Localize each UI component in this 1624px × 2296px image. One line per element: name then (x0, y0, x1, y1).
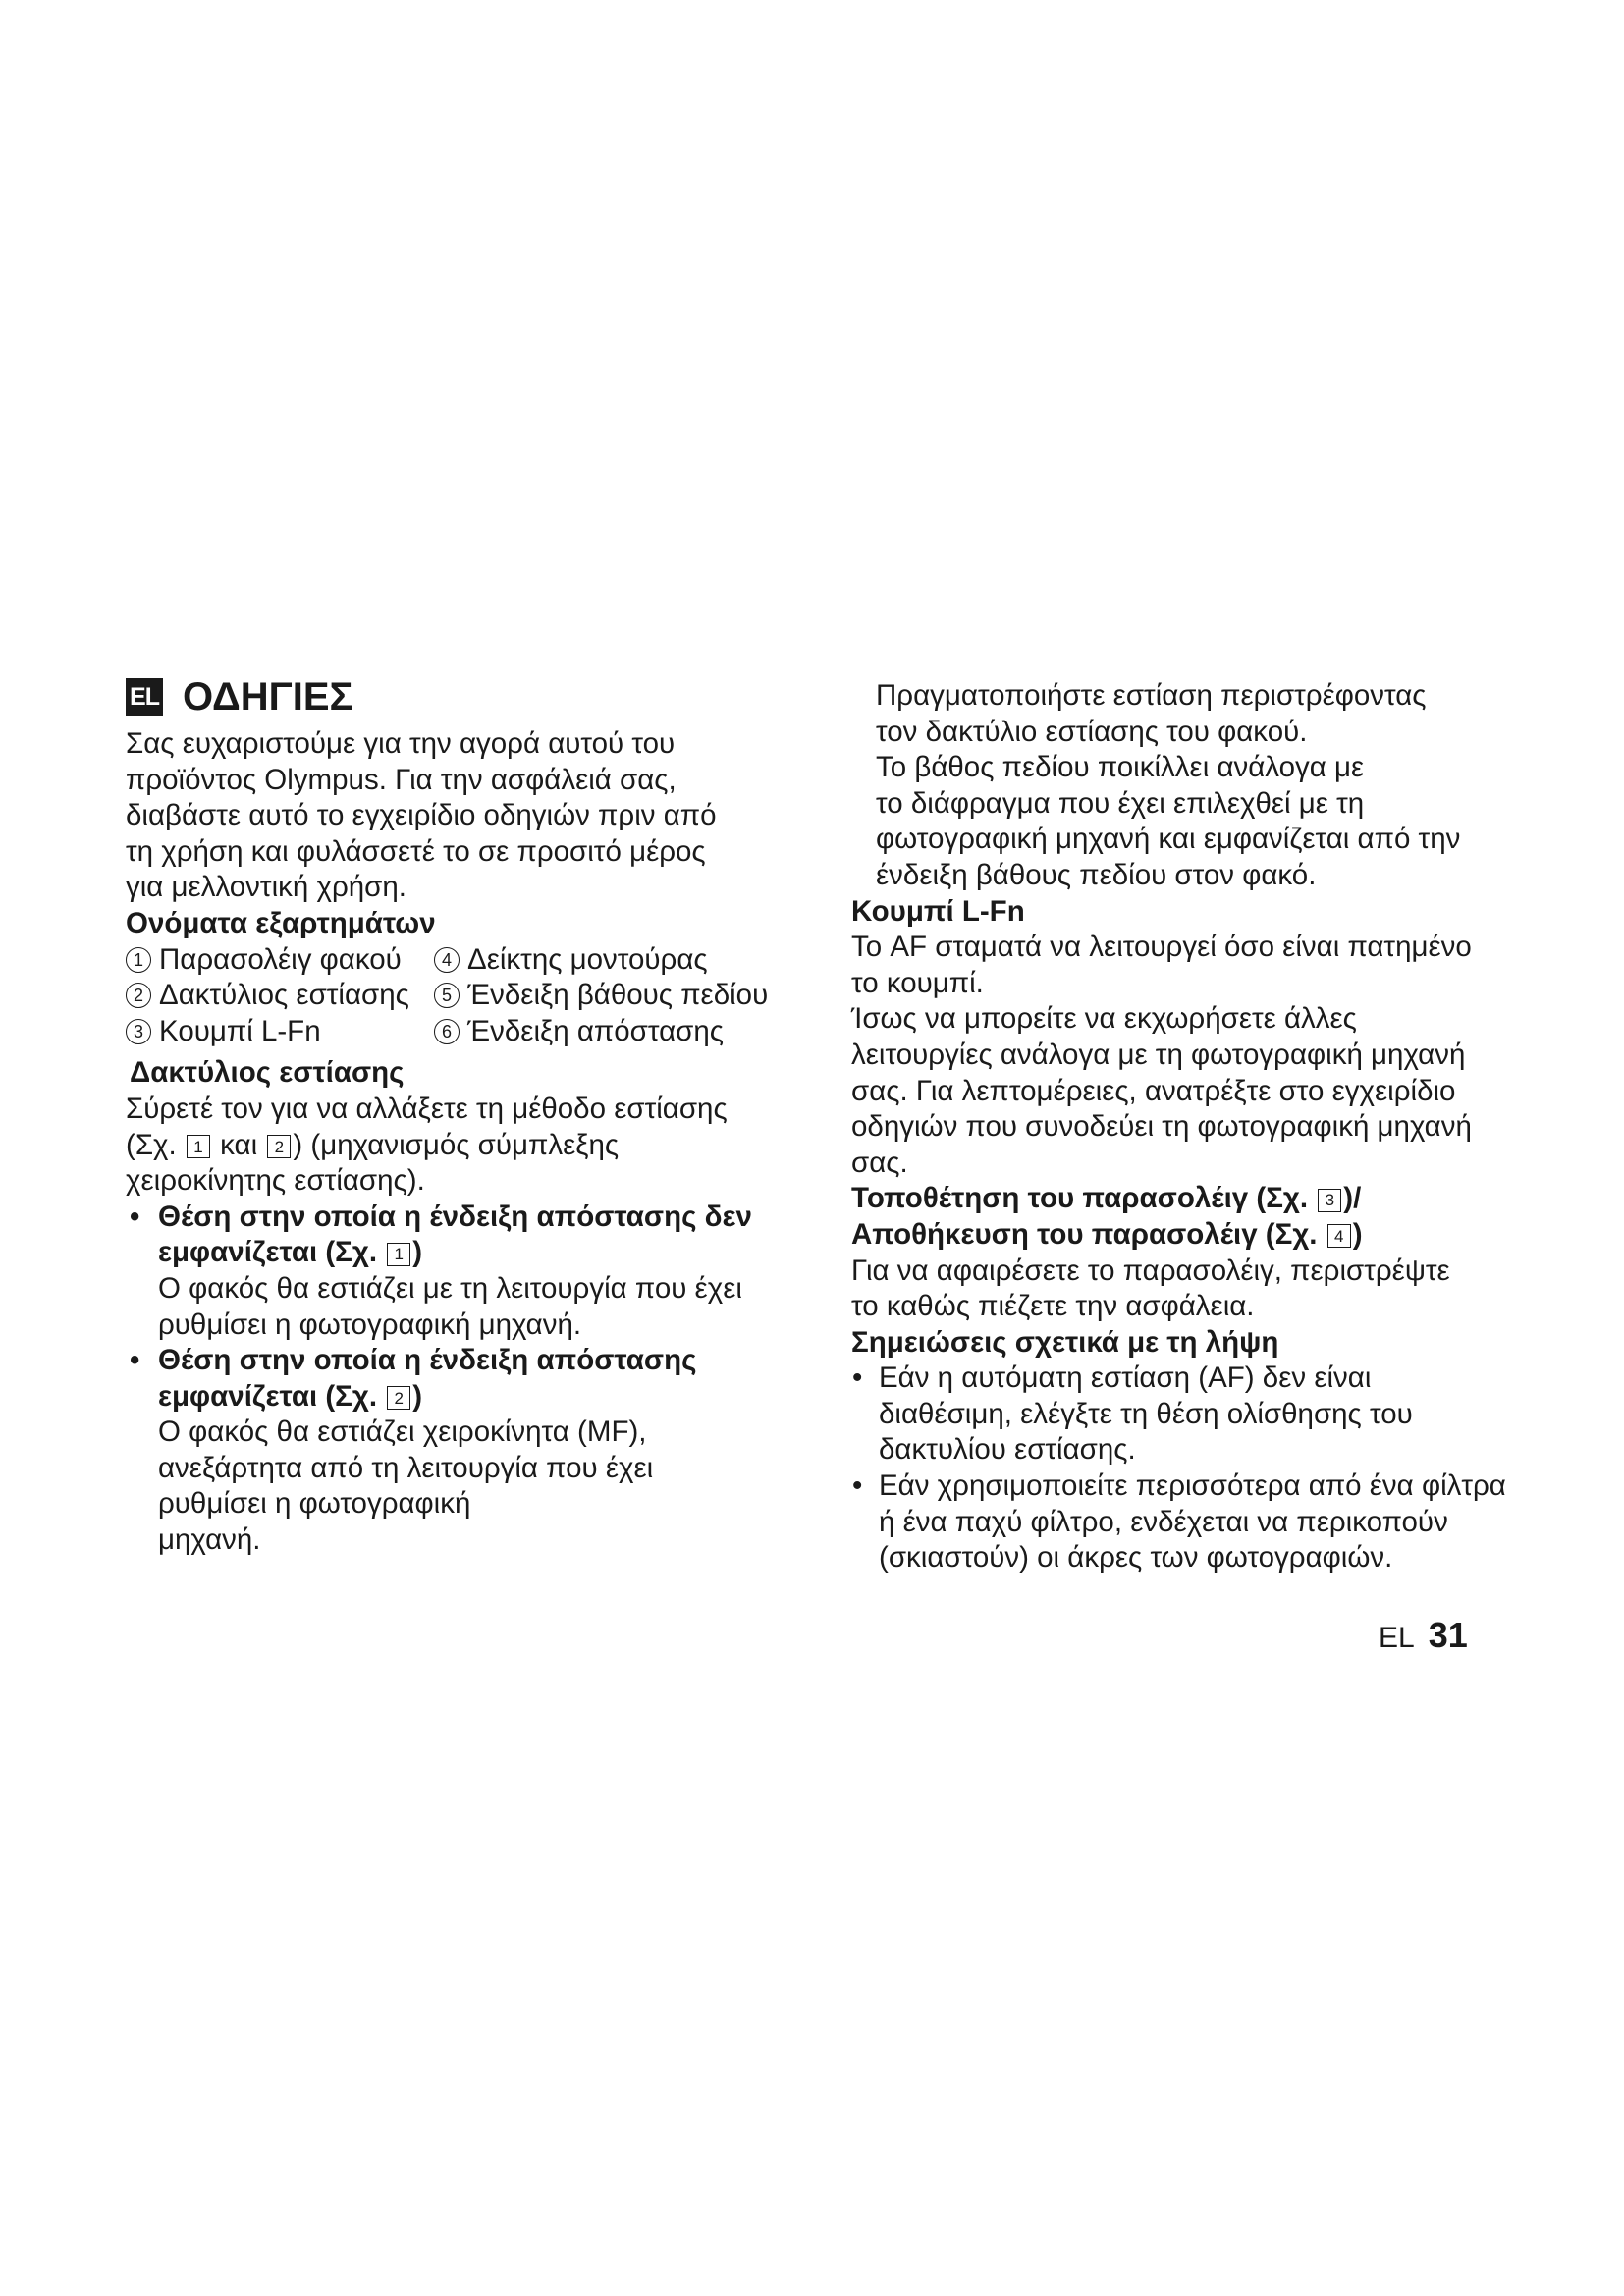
focus-text: Το βάθος πεδίου ποικίλλει ανάλογα με (876, 751, 1365, 784)
intro-line: διαβάστε αυτό το εγχειρίδιο οδηγιών πριν από (126, 799, 717, 832)
note-bullet: • Εάν χρησιμοποιείτε περισσότερα από ένα φίλτρα (851, 1468, 1519, 1505)
focus-text: το διάφραγμα που έχει επιλεχθεί με τη (876, 786, 1365, 820)
part-item (434, 942, 708, 979)
parts-row (126, 978, 803, 1014)
figure-ref: 3 (1318, 1189, 1341, 1212)
hood-text: Για να αφαιρέσετε το παρασολέιγ, περιστρέψτε (851, 1254, 1450, 1287)
page-footer (1379, 1615, 1468, 1656)
text-fragment: ) (1352, 1217, 1363, 1251)
focus-ring-text (126, 1128, 803, 1164)
hood-heading (851, 1181, 1519, 1217)
part-number: 5 (434, 983, 460, 1008)
focus-ring-text: Σύρετέ τον για να αλλάξετε τη μέθοδο εστίασης (126, 1092, 728, 1125)
bullet-text: Ο φακός θα εστιάζει με τη λειτουργία που έχει (158, 1271, 742, 1305)
lfn-text: το κουμπί. (851, 966, 984, 999)
text-fragment: εμφανίζεται (Σχ. (158, 1236, 378, 1269)
figure-ref: 4 (1327, 1224, 1351, 1248)
part-label: Ένδειξη βάθους πεδίου (467, 979, 769, 1012)
language-badge: EL (126, 678, 163, 716)
lfn-heading: Κουμπί L-Fn (851, 894, 1025, 928)
part-label: Κουμπί L-Fn (159, 1014, 321, 1047)
right-column (851, 678, 1519, 1576)
lfn-text: σας. Για λεπτομέρειες, ανατρέξτε στο εγχειρίδιο (851, 1074, 1456, 1107)
bullet-text: ανεξάρτητα από τη λειτουργία που έχει (158, 1451, 654, 1484)
lfn-text: Ίσως να μπορείτε να εκχωρήσετε άλλες (851, 1002, 1357, 1036)
note-text: ή ένα παχύ φίλτρο, ενδέχεται να περικοπούν (879, 1505, 1448, 1538)
part-number: 1 (126, 947, 151, 973)
part-item (126, 978, 434, 1014)
focus-text: Πραγματοποιήστε εστίαση περιστρέφοντας (876, 679, 1427, 712)
focus-text: ένδειξη βάθους πεδίου στον φακό. (876, 858, 1317, 891)
lfn-text: οδηγιών που συνοδεύει τη φωτογραφική μηχανή (851, 1110, 1472, 1144)
text-fragment: ) (μηχανισμός σύμπλεξης (293, 1128, 620, 1161)
part-label: Δακτύλιος εστίασης (159, 979, 409, 1012)
bullet-text: Ο φακός θα εστιάζει χειροκίνητα (MF), (158, 1415, 647, 1449)
focus-text: φωτογραφική μηχανή και εμφανίζεται από την (876, 823, 1461, 856)
lfn-text: σας. (851, 1146, 908, 1179)
hood-heading (851, 1217, 1519, 1254)
part-item (434, 1014, 724, 1050)
intro-line: τη χρήση και φυλάσσετέ το σε προσιτό μέρος (126, 834, 706, 868)
part-item (126, 1014, 434, 1050)
part-label: Ένδειξη απόστασης (467, 1014, 724, 1047)
note-text: δακτυλίου εστίασης. (879, 1433, 1136, 1467)
text-fragment: ) (412, 1379, 423, 1413)
text-fragment: και (220, 1128, 258, 1161)
bullet-heading (126, 1379, 803, 1415)
note-text: (σκιαστούν) οι άκρες των φωτογραφιών. (879, 1541, 1393, 1575)
left-column (126, 673, 803, 1559)
note-text: διαθέσιμη, ελέγξτε τη θέση ολίσθησης του (879, 1397, 1413, 1430)
bullet-heading: • Θέση στην οποία η ένδειξη απόστασης δεν (126, 1200, 803, 1236)
part-label: Παρασολέιγ φακού (159, 942, 402, 976)
text-fragment: Αποθήκευση του παρασολέιγ (Σχ. (851, 1217, 1318, 1251)
part-number: 3 (126, 1019, 151, 1044)
intro-line: Σας ευχαριστούμε για την αγορά αυτού του (126, 727, 676, 760)
part-item (126, 942, 434, 979)
hood-text: το καθώς πιέζετε την ασφάλεια. (851, 1290, 1255, 1323)
focus-text: τον δακτύλιο εστίασης του φακού. (876, 715, 1308, 748)
text-fragment: εμφανίζεται (Σχ. (158, 1379, 378, 1413)
figure-ref: 2 (387, 1386, 410, 1410)
text-fragment: ) (412, 1236, 423, 1269)
figure-ref: 1 (187, 1135, 210, 1158)
parts-heading: Ονόματα εξαρτημάτων (126, 906, 436, 939)
focus-ring-heading: Δακτύλιος εστίασης (130, 1056, 405, 1090)
lfn-text: λειτουργίες ανάλογα με τη φωτογραφική μηχανή (851, 1038, 1466, 1071)
bullet-text: μηχανή. (158, 1523, 261, 1557)
text-fragment: Τοποθέτηση του παρασολέιγ (Σχ. (851, 1182, 1309, 1215)
parts-row (126, 942, 803, 979)
bullet-heading: • Θέση στην οποία η ένδειξη απόστασης (126, 1343, 803, 1379)
page-number: 31 (1428, 1615, 1468, 1655)
bullet-text: ρυθμίσει η φωτογραφική μηχανή. (158, 1308, 582, 1341)
intro-line: προϊόντος Olympus. Για την ασφάλειά σας, (126, 763, 677, 796)
text-fragment: (Σχ. (126, 1128, 177, 1161)
intro-line: για μελλοντική χρήση. (126, 871, 406, 904)
note-bullet: • Εάν η αυτόματη εστίαση (AF) δεν είναι (851, 1361, 1519, 1397)
title-text: ΟΔΗΓΙΕΣ (183, 674, 353, 719)
notes-heading: Σημειώσεις σχετικά με τη λήψη (851, 1325, 1279, 1359)
part-item (434, 978, 768, 1014)
text-fragment: )/ (1343, 1182, 1362, 1215)
parts-row (126, 1014, 803, 1050)
part-number: 6 (434, 1019, 460, 1044)
figure-ref: 2 (267, 1135, 291, 1158)
footer-lang: EL (1379, 1622, 1415, 1654)
part-number: 2 (126, 983, 151, 1008)
bullet-heading (126, 1235, 803, 1271)
lfn-text: Το AF σταματά να λειτουργεί όσο είναι πατημένο (851, 931, 1472, 964)
focus-ring-text: χειροκίνητης εστίασης). (126, 1164, 425, 1198)
part-label: Δείκτης μοντούρας (467, 942, 708, 976)
part-number: 4 (434, 947, 460, 973)
figure-ref: 1 (387, 1243, 410, 1266)
bullet-text: ρυθμίσει η φωτογραφική (158, 1487, 471, 1521)
page-title (126, 673, 803, 721)
